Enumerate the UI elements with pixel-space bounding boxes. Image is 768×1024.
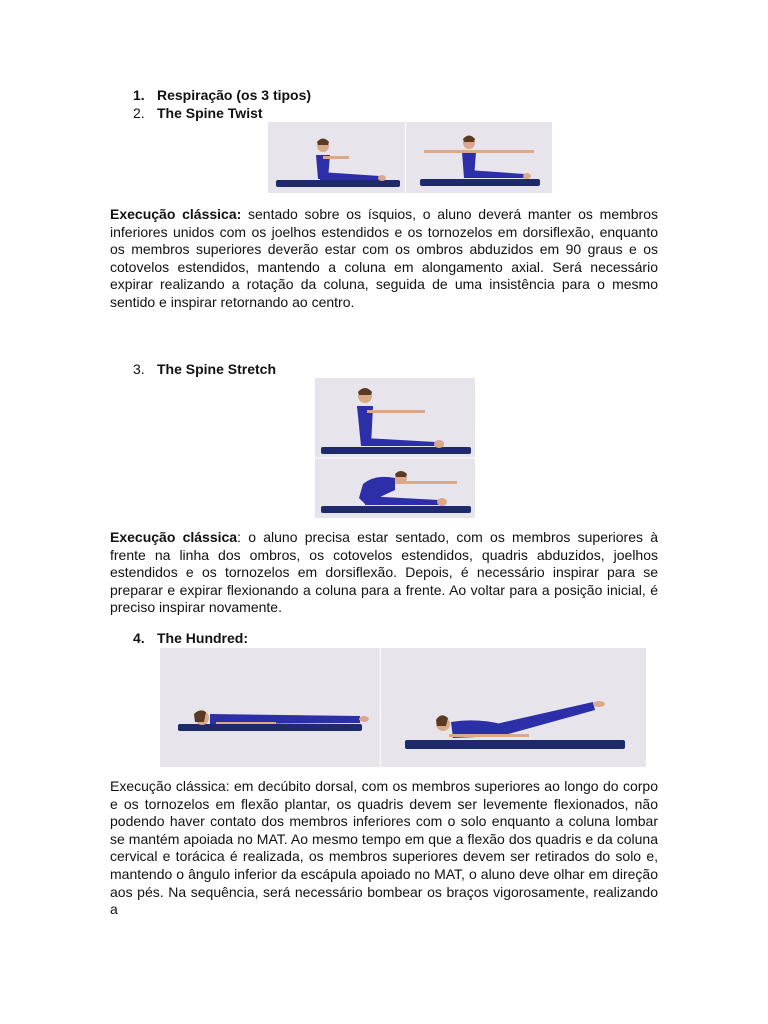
spine-stretch-photo bbox=[315, 378, 475, 518]
list-item-2 bbox=[133, 104, 263, 122]
hundred-position-figure bbox=[381, 648, 646, 767]
spine-twist-photo-2 bbox=[406, 122, 552, 193]
spine-twist-photo-1 bbox=[268, 122, 405, 193]
description-lead: Execução clássica: bbox=[110, 206, 242, 222]
description-text: Execução clássica: em decúbito dorsal, com os membros superiores ao longo do corpo e os tornozelos em flexão plantar, os quadris devem ser levemente flexionados, não podendo haver contato dos membros inferiores com o solo enquanto a coluna lombar se mantém apoiada no MAT. Ao mesmo tempo em que a flexão dos quadris e da coluna cervical e torácica é realizada, os membros superiores devem ser retirados do solo e, mantendo o ângulo inferior da escápula apoiado no MAT, o aluno deve olhar em direção aos pés. Na sequência, será necessário bombear os braços vigorosamente, realizando a bbox=[110, 778, 658, 918]
description-text: sentado sobre os ísquios, o aluno deverá manter os membros inferiores unidos com os joelhos estendidos e os tornozelos em dorsiflexão, enquanto os membros superiores deverão estar com os ombros abduzidos em 90 graus e os cotovelos estendidos, mantendo a coluna em alongamento axial. Será necessário expirar realizando a rotação da coluna, seguida de uma insistência para o mesmo sentido e inspirar retornando ao centro. bbox=[110, 206, 658, 310]
list-label: The Spine Stretch bbox=[157, 361, 277, 377]
list-item-4 bbox=[133, 629, 248, 647]
seated-forward-stretch-figures bbox=[315, 378, 475, 518]
list-number: 3. bbox=[133, 361, 145, 377]
list-number: 1. bbox=[133, 87, 145, 103]
hundred-description bbox=[110, 778, 658, 919]
hundred-photo-1 bbox=[160, 648, 380, 767]
list-label: The Spine Twist bbox=[157, 105, 263, 121]
hundred-photo-2 bbox=[381, 648, 646, 767]
supine-lying-figure bbox=[160, 648, 380, 767]
list-number: 2. bbox=[133, 105, 145, 121]
list-label: The Hundred: bbox=[157, 630, 248, 646]
description-text: : o aluno precisa estar sentado, com os membros superiores à frente na linha dos ombros, os cotovelos estendidos, quadris abduzidos, joelhos estendidos e os tornozelos em dorsiflexão. Depois, é necessário inspirar para se preparar e expirar flexionando a coluna para a frente. Ao voltar para a posição inicial, é preciso inspirar novamente. bbox=[110, 529, 658, 616]
seated-twist-figure bbox=[268, 122, 405, 193]
description-lead: Execução clássica bbox=[110, 529, 238, 545]
list-item-3 bbox=[133, 360, 276, 378]
spine-stretch-description bbox=[110, 529, 658, 617]
list-label: Respiração (os 3 tipos) bbox=[157, 87, 312, 103]
list-item-1 bbox=[133, 86, 311, 104]
spine-twist-description bbox=[110, 206, 658, 312]
seated-twist-arms-open-figure bbox=[406, 122, 552, 193]
list-number: 4. bbox=[133, 630, 145, 646]
